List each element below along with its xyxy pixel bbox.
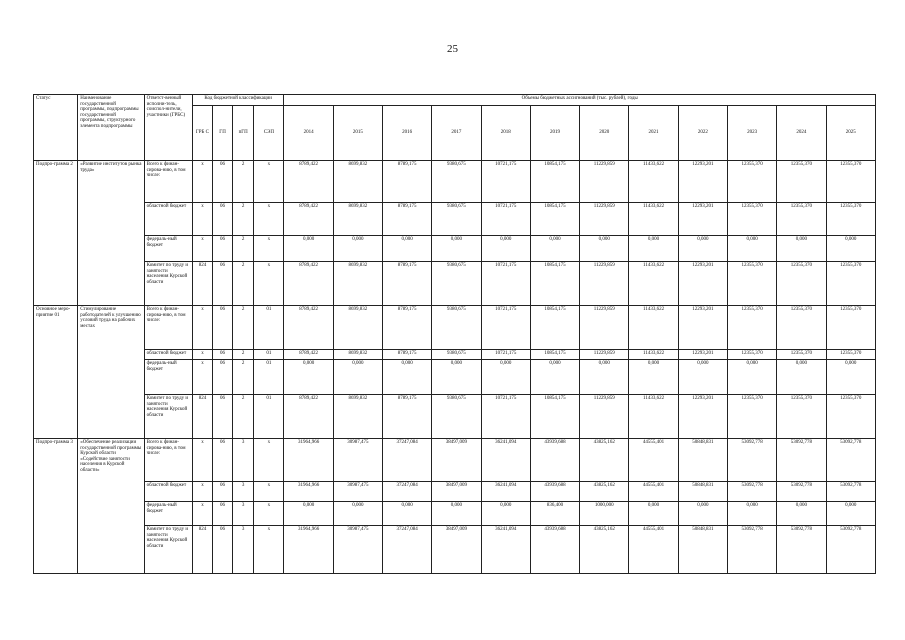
value-cell: 12293,201 bbox=[678, 262, 727, 306]
value-cell: 12355,370 bbox=[826, 203, 875, 236]
value-cell: 12355,370 bbox=[727, 203, 776, 236]
table-row bbox=[34, 526, 876, 574]
responsible-cell: федераль-ный бюджет bbox=[144, 502, 192, 526]
code-cell: х bbox=[254, 482, 284, 502]
volumes-header: Объемы бюджетных ассигнований (тыс. рублей), годы bbox=[284, 95, 876, 106]
value-cell: 0,000 bbox=[727, 236, 776, 262]
value-cell: 53092,778 bbox=[826, 526, 875, 574]
code-cell: х bbox=[254, 161, 284, 203]
code-cell: 824 bbox=[192, 526, 212, 574]
value-cell: 12355,370 bbox=[826, 306, 875, 350]
value-cell: 0,000 bbox=[481, 502, 530, 526]
year-header: 2017 bbox=[432, 106, 481, 161]
value-cell: 0,000 bbox=[383, 360, 432, 395]
responsible-cell: областной бюджет bbox=[144, 350, 192, 360]
value-cell: 31964,966 bbox=[284, 439, 333, 482]
value-cell: 8789,175 bbox=[383, 203, 432, 236]
value-cell: 31964,966 bbox=[284, 526, 333, 574]
value-cell: 36241,094 bbox=[481, 526, 530, 574]
value-cell: 53092,778 bbox=[777, 526, 826, 574]
code-cell: 2 bbox=[233, 350, 254, 360]
value-cell: 0,000 bbox=[530, 236, 579, 262]
code-cell: 06 bbox=[213, 526, 233, 574]
code-cell: 2 bbox=[233, 262, 254, 306]
value-cell: 8699,832 bbox=[333, 306, 382, 350]
code-cell: х bbox=[254, 203, 284, 236]
code-cell: 2 bbox=[233, 236, 254, 262]
code-cell: 824 bbox=[192, 262, 212, 306]
value-cell: 0,000 bbox=[777, 360, 826, 395]
code-cell: 06 bbox=[213, 439, 233, 482]
value-cell: 0,000 bbox=[727, 502, 776, 526]
status-cell: Подпро-грамма 2 bbox=[34, 161, 78, 306]
value-cell: 11229,859 bbox=[580, 262, 629, 306]
program-name-cell: «Обеспечение реализации государственной программы Курской области «Содействие занятости населения в Курской области» bbox=[78, 439, 144, 574]
value-cell: 0,000 bbox=[432, 236, 481, 262]
code-cell: 3 bbox=[233, 526, 254, 574]
value-cell: 10721,175 bbox=[481, 203, 530, 236]
year-header: 2016 bbox=[383, 106, 432, 161]
value-cell: 0,000 bbox=[777, 236, 826, 262]
value-cell: 44555,401 bbox=[629, 439, 678, 482]
value-cell: 8789,175 bbox=[383, 161, 432, 203]
code-cell: 2 bbox=[233, 395, 254, 439]
value-cell: 12355,370 bbox=[826, 161, 875, 203]
value-cell: 836,400 bbox=[530, 502, 579, 526]
year-header: 2018 bbox=[481, 106, 530, 161]
code-cell: 01 bbox=[254, 360, 284, 395]
value-cell: 0,000 bbox=[481, 236, 530, 262]
table-row bbox=[34, 161, 876, 203]
code-cell: х bbox=[192, 360, 212, 395]
value-cell: 8699,832 bbox=[333, 161, 382, 203]
value-cell: 12293,201 bbox=[678, 350, 727, 360]
code-header: пГП bbox=[233, 106, 254, 161]
code-cell: 06 bbox=[213, 203, 233, 236]
value-cell: 0,000 bbox=[826, 502, 875, 526]
value-cell: 11433,622 bbox=[629, 395, 678, 439]
value-cell: 8789,175 bbox=[383, 262, 432, 306]
value-cell: 8789,422 bbox=[284, 161, 333, 203]
code-cell: 06 bbox=[213, 161, 233, 203]
value-cell: 43939,688 bbox=[530, 482, 579, 502]
value-cell: 11229,859 bbox=[580, 203, 629, 236]
code-cell: х bbox=[192, 306, 212, 350]
value-cell: 0,000 bbox=[629, 236, 678, 262]
status-cell: Подпро-грамма 3 bbox=[34, 439, 78, 574]
table-row bbox=[34, 203, 876, 236]
value-cell: 53092,778 bbox=[727, 439, 776, 482]
table-row bbox=[34, 350, 876, 360]
value-cell: 0,000 bbox=[284, 236, 333, 262]
value-cell: 36241,094 bbox=[481, 439, 530, 482]
code-cell: 06 bbox=[213, 236, 233, 262]
value-cell: 11229,859 bbox=[580, 395, 629, 439]
budget-table bbox=[33, 94, 876, 574]
value-cell: 8789,422 bbox=[284, 306, 333, 350]
value-cell: 10854,175 bbox=[530, 161, 579, 203]
value-cell: 0,000 bbox=[530, 360, 579, 395]
value-cell: 0,000 bbox=[678, 236, 727, 262]
value-cell: 0,000 bbox=[727, 360, 776, 395]
value-cell: 0,000 bbox=[432, 360, 481, 395]
value-cell: 9380,675 bbox=[432, 203, 481, 236]
value-cell: 8699,832 bbox=[333, 203, 382, 236]
value-cell: 11229,859 bbox=[580, 350, 629, 360]
table-row bbox=[34, 502, 876, 526]
year-header: 2023 bbox=[727, 106, 776, 161]
value-cell: 38497,009 bbox=[432, 439, 481, 482]
value-cell: 50848,831 bbox=[678, 526, 727, 574]
value-cell: 43825,162 bbox=[580, 482, 629, 502]
value-cell: 10854,175 bbox=[530, 262, 579, 306]
value-cell: 12355,370 bbox=[777, 306, 826, 350]
value-cell: 53092,778 bbox=[826, 482, 875, 502]
year-header: 2020 bbox=[580, 106, 629, 161]
value-cell: 37247,084 bbox=[383, 482, 432, 502]
value-cell: 36241,094 bbox=[481, 482, 530, 502]
code-cell: 06 bbox=[213, 262, 233, 306]
value-cell: 12355,370 bbox=[777, 203, 826, 236]
code-header: ГП bbox=[213, 106, 233, 161]
value-cell: 8789,422 bbox=[284, 395, 333, 439]
value-cell: 11433,622 bbox=[629, 262, 678, 306]
value-cell: 8789,422 bbox=[284, 350, 333, 360]
value-cell: 50848,831 bbox=[678, 439, 727, 482]
value-cell: 10854,175 bbox=[530, 203, 579, 236]
status-cell: Основное меро-приятие 01 bbox=[34, 306, 78, 439]
year-header: 2025 bbox=[826, 106, 875, 161]
value-cell: 43825,162 bbox=[580, 526, 629, 574]
code-cell: 06 bbox=[213, 502, 233, 526]
code-cell: 2 bbox=[233, 203, 254, 236]
value-cell: 12293,201 bbox=[678, 161, 727, 203]
value-cell: 30987,475 bbox=[333, 526, 382, 574]
responsible-cell: Всего к финан-сирова-нию, в том числе: bbox=[144, 161, 192, 203]
value-cell: 0,000 bbox=[826, 360, 875, 395]
value-cell: 53092,778 bbox=[727, 482, 776, 502]
value-cell: 0,000 bbox=[383, 236, 432, 262]
value-cell: 12355,370 bbox=[727, 350, 776, 360]
table-row bbox=[34, 439, 876, 482]
code-cell: 06 bbox=[213, 482, 233, 502]
value-cell: 9380,675 bbox=[432, 395, 481, 439]
value-cell: 9380,675 bbox=[432, 306, 481, 350]
value-cell: 0,000 bbox=[678, 502, 727, 526]
code-cell: х bbox=[254, 262, 284, 306]
value-cell: 11433,622 bbox=[629, 203, 678, 236]
code-cell: 01 bbox=[254, 395, 284, 439]
code-cell: 2 bbox=[233, 306, 254, 350]
page-number: 25 bbox=[447, 43, 458, 55]
value-cell: 12355,370 bbox=[826, 262, 875, 306]
code-cell: х bbox=[254, 439, 284, 482]
year-header: 2015 bbox=[333, 106, 382, 161]
value-cell: 31964,966 bbox=[284, 482, 333, 502]
value-cell: 37247,084 bbox=[383, 439, 432, 482]
value-cell: 11433,622 bbox=[629, 161, 678, 203]
table-row bbox=[34, 236, 876, 262]
responsible-cell: областной бюджет bbox=[144, 482, 192, 502]
code-cell: 824 bbox=[192, 395, 212, 439]
value-cell: 10721,175 bbox=[481, 306, 530, 350]
value-cell: 8789,175 bbox=[383, 306, 432, 350]
value-cell: 0,000 bbox=[629, 502, 678, 526]
value-cell: 53092,778 bbox=[727, 526, 776, 574]
value-cell: 8789,175 bbox=[383, 350, 432, 360]
code-cell: 01 bbox=[254, 306, 284, 350]
code-cell: 06 bbox=[213, 360, 233, 395]
code-cell: х bbox=[192, 502, 212, 526]
value-cell: 0,000 bbox=[333, 360, 382, 395]
code-cell: 3 bbox=[233, 439, 254, 482]
table-row bbox=[34, 360, 876, 395]
value-cell: 38497,009 bbox=[432, 526, 481, 574]
value-cell: 0,000 bbox=[826, 236, 875, 262]
value-cell: 12355,370 bbox=[727, 262, 776, 306]
value-cell: 0,000 bbox=[629, 360, 678, 395]
value-cell: 11433,622 bbox=[629, 350, 678, 360]
value-cell: 30987,475 bbox=[333, 482, 382, 502]
value-cell: 0,000 bbox=[580, 360, 629, 395]
value-cell: 12355,370 bbox=[727, 395, 776, 439]
value-cell: 10721,175 bbox=[481, 262, 530, 306]
value-cell: 38497,009 bbox=[432, 482, 481, 502]
code-cell: х bbox=[192, 350, 212, 360]
value-cell: 10721,175 bbox=[481, 161, 530, 203]
code-cell: х bbox=[254, 526, 284, 574]
value-cell: 43939,688 bbox=[530, 439, 579, 482]
value-cell: 12293,201 bbox=[678, 203, 727, 236]
program-name-cell: Стимулирование работодателей к улучшению условий труда на рабочих местах bbox=[78, 306, 144, 439]
status-header: Статус bbox=[34, 95, 78, 161]
code-cell: 06 bbox=[213, 350, 233, 360]
value-cell: 8699,832 bbox=[333, 262, 382, 306]
value-cell: 8789,422 bbox=[284, 262, 333, 306]
value-cell: 53092,778 bbox=[826, 439, 875, 482]
value-cell: 44555,401 bbox=[629, 482, 678, 502]
value-cell: 10854,175 bbox=[530, 395, 579, 439]
code-header: СЭП bbox=[254, 106, 284, 161]
value-cell: 43825,162 bbox=[580, 439, 629, 482]
responsible-cell: Комитет по труду и занятости населения Курской области bbox=[144, 526, 192, 574]
value-cell: 37247,084 bbox=[383, 526, 432, 574]
table-body bbox=[34, 161, 876, 574]
value-cell: 12293,201 bbox=[678, 306, 727, 350]
code-cell: х bbox=[254, 502, 284, 526]
value-cell: 1000,000 bbox=[580, 502, 629, 526]
value-cell: 53092,778 bbox=[777, 439, 826, 482]
value-cell: 12355,370 bbox=[826, 350, 875, 360]
year-header: 2014 bbox=[284, 106, 333, 161]
responsible-cell: Всего к финан-сирова-нию, в том числе: bbox=[144, 306, 192, 350]
value-cell: 0,000 bbox=[777, 502, 826, 526]
value-cell: 0,000 bbox=[432, 502, 481, 526]
value-cell: 12355,370 bbox=[777, 350, 826, 360]
value-cell: 53092,778 bbox=[777, 482, 826, 502]
year-header: 2024 bbox=[777, 106, 826, 161]
code-cell: 3 bbox=[233, 502, 254, 526]
value-cell: 8699,832 bbox=[333, 350, 382, 360]
value-cell: 8699,832 bbox=[333, 395, 382, 439]
table-row bbox=[34, 395, 876, 439]
code-cell: 2 bbox=[233, 161, 254, 203]
value-cell: 50848,831 bbox=[678, 482, 727, 502]
value-cell: 9380,675 bbox=[432, 350, 481, 360]
value-cell: 0,000 bbox=[284, 502, 333, 526]
value-cell: 10854,175 bbox=[530, 306, 579, 350]
value-cell: 10721,175 bbox=[481, 350, 530, 360]
code-cell: 06 bbox=[213, 306, 233, 350]
responsible-cell: Комитет по труду и занятости населения Курской области bbox=[144, 262, 192, 306]
name-header: Наименование государственной программы, подпрограммы государственной программы, структурного элемента подпрограммы bbox=[78, 95, 144, 161]
value-cell: 0,000 bbox=[333, 502, 382, 526]
value-cell: 12355,370 bbox=[727, 161, 776, 203]
responsible-cell: областной бюджет bbox=[144, 203, 192, 236]
value-cell: 0,000 bbox=[678, 360, 727, 395]
code-cell: 3 bbox=[233, 482, 254, 502]
table-row bbox=[34, 306, 876, 350]
value-cell: 12355,370 bbox=[777, 161, 826, 203]
responsible-cell: федераль-ный бюджет bbox=[144, 360, 192, 395]
budget-code-header: Код бюджетной классификации bbox=[192, 95, 284, 106]
value-cell: 43939,688 bbox=[530, 526, 579, 574]
year-header: 2021 bbox=[629, 106, 678, 161]
value-cell: 12355,370 bbox=[727, 306, 776, 350]
code-cell: 01 bbox=[254, 350, 284, 360]
value-cell: 12355,370 bbox=[826, 395, 875, 439]
value-cell: 11433,622 bbox=[629, 306, 678, 350]
value-cell: 11229,859 bbox=[580, 161, 629, 203]
responsible-header: Ответст-венный исполни-тель, соиспол-нители, участники (ГРБС) bbox=[144, 95, 192, 161]
value-cell: 9380,675 bbox=[432, 161, 481, 203]
value-cell: 12355,370 bbox=[777, 395, 826, 439]
value-cell: 30987,475 bbox=[333, 439, 382, 482]
value-cell: 10721,175 bbox=[481, 395, 530, 439]
value-cell: 0,000 bbox=[333, 236, 382, 262]
value-cell: 44555,401 bbox=[629, 526, 678, 574]
code-cell: х bbox=[254, 236, 284, 262]
value-cell: 12293,201 bbox=[678, 395, 727, 439]
value-cell: 0,000 bbox=[284, 360, 333, 395]
value-cell: 8789,175 bbox=[383, 395, 432, 439]
code-cell: х bbox=[192, 236, 212, 262]
responsible-cell: федераль-ный бюджет bbox=[144, 236, 192, 262]
value-cell: 0,000 bbox=[481, 360, 530, 395]
year-header: 2022 bbox=[678, 106, 727, 161]
table-row bbox=[34, 482, 876, 502]
value-cell: 0,000 bbox=[383, 502, 432, 526]
code-cell: х bbox=[192, 439, 212, 482]
value-cell: 9380,675 bbox=[432, 262, 481, 306]
code-header: ГРБ С bbox=[192, 106, 212, 161]
program-name-cell: «Развитие институтов рынка труда» bbox=[78, 161, 144, 306]
code-cell: 06 bbox=[213, 395, 233, 439]
code-cell: х bbox=[192, 161, 212, 203]
year-header: 2019 bbox=[530, 106, 579, 161]
value-cell: 0,000 bbox=[580, 236, 629, 262]
table-row bbox=[34, 262, 876, 306]
code-cell: 2 bbox=[233, 360, 254, 395]
responsible-cell: Комитет по труду и занятости населения Курской области bbox=[144, 395, 192, 439]
responsible-cell: Всего к финан-сирова-нию, в том числе: bbox=[144, 439, 192, 482]
value-cell: 10854,175 bbox=[530, 350, 579, 360]
value-cell: 8789,422 bbox=[284, 203, 333, 236]
value-cell: 11229,859 bbox=[580, 306, 629, 350]
value-cell: 12355,370 bbox=[777, 262, 826, 306]
code-cell: х bbox=[192, 482, 212, 502]
code-cell: х bbox=[192, 203, 212, 236]
